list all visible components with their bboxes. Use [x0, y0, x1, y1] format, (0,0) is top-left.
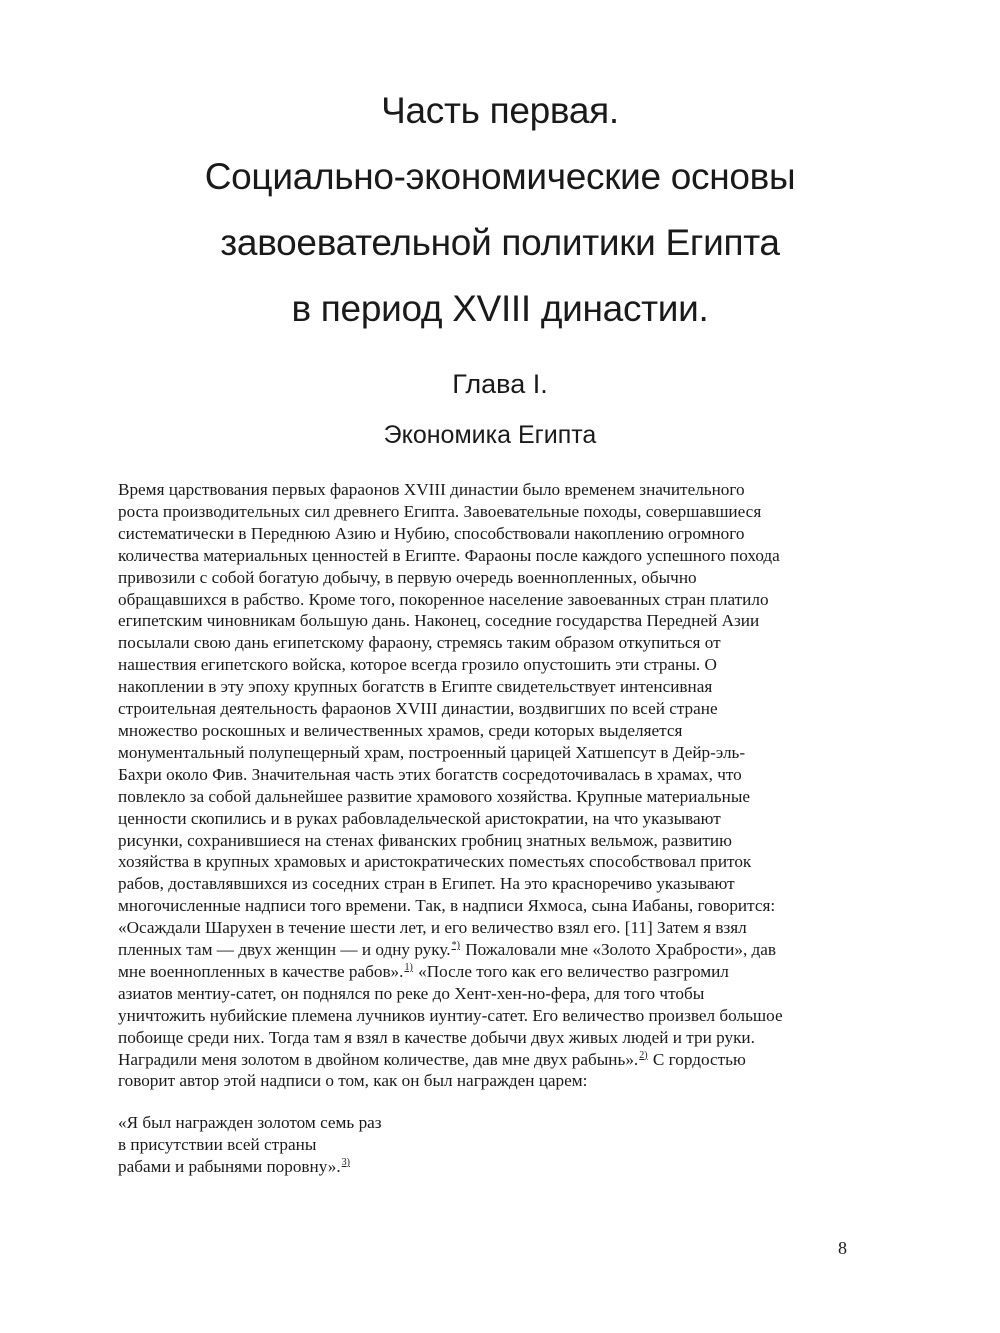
- footnote-ref[interactable]: 3): [341, 1157, 351, 1168]
- text-segment: Пожаловали мне «Золото Храбрости», дав: [460, 940, 777, 960]
- text-line: посылали свою дань египетскому фараону, стремясь таким образом откупиться от: [118, 633, 721, 653]
- part-title-line: Часть первая.: [381, 90, 619, 131]
- text-line: [118, 961, 878, 983]
- text-line: египетским чиновникам большую дань. Наконец, соседние государства Передней Азии: [118, 611, 760, 631]
- text-segment: пленных там — двух женщин — и одну руку.: [118, 940, 451, 960]
- text-line: роста производительных сил древнего Египта. Завоевательные походы, совершавшиеся: [118, 501, 762, 521]
- text-line: многочисленные надписи того времени. Так, в надписи Яхмоса, сына Иабаны, говорится:: [118, 896, 776, 916]
- text-line: хозяйства в крупных храмовых и аристократических поместьях способствовал приток: [118, 852, 752, 872]
- footnote-ref[interactable]: *): [451, 940, 460, 952]
- text-line: говорит автор этой надписи о том, как он был награжден царем:: [118, 1071, 588, 1091]
- poem-line: «Я был награжден золотом семь раз: [118, 1113, 382, 1132]
- text-segment: мне военнопленных в качестве рабов».: [118, 961, 404, 981]
- poem-line: в присутствии всей страны: [118, 1135, 317, 1154]
- text-line: строительная деятельность фараонов XVIII династии, воздвигших по всей стране: [118, 699, 718, 719]
- part-title: [0, 78, 1000, 342]
- text-line: «Осаждали Шарухен в течение шести лет, и его величество взял его. [11] Затем я взял: [118, 918, 747, 938]
- text-line: [118, 1049, 878, 1071]
- text-line: нашествия египетского войска, которое всегда грозило опустошить эти страны. О: [118, 655, 717, 675]
- footnote-ref[interactable]: 2): [639, 1049, 648, 1061]
- chapter-title: Экономика Египта: [383, 421, 597, 449]
- footnote-ref[interactable]: 1): [404, 961, 413, 973]
- poem-quote: [118, 1112, 382, 1178]
- text-line: множество роскошных и величественных храмов, среди которых выделяется: [118, 720, 683, 740]
- text-line: Время царствования первых фараонов XVIII династии было временем значительного: [118, 480, 745, 499]
- text-line: монументальный полупещерный храм, построенный царицей Хатшепсут в Дейр-эль-: [118, 742, 746, 762]
- text-line: азиатов ментиу-сатет, он поднялся по реке до Хент-хен-но-фера, для того чтобы: [118, 983, 705, 1003]
- text-line: [118, 939, 878, 961]
- chapter-number: Глава I.: [452, 369, 548, 399]
- text-line: рабов, доставлявшихся из соседних стран в Египет. На это красноречиво указывают: [118, 874, 735, 894]
- text-line: рисунки, сохранившиеся на стенах фиванских гробниц знатных вельмож, развитию: [118, 830, 732, 850]
- text-line: побоище среди них. Тогда там я взял в качестве добычи двух живых людей и три руки.: [118, 1027, 755, 1047]
- text-segment: Наградили меня золотом в двойном количестве, дав мне двух рабынь».: [118, 1049, 639, 1069]
- body-paragraph: [118, 479, 878, 1092]
- part-title-line: Социально-экономические основы: [204, 156, 796, 197]
- text-segment: С гордостью: [648, 1049, 746, 1069]
- text-segment: «После того как его величество разгромил: [413, 961, 729, 981]
- text-segment: рабами и рабынями поровну».: [118, 1157, 341, 1176]
- poem-line: [118, 1156, 382, 1178]
- text-line: Бахри около Фив. Значительная часть этих богатств сосредоточивалась в храмах, что: [118, 764, 742, 784]
- text-line: количества материальных ценностей в Египте. Фараоны после каждого успешного похода: [118, 545, 780, 565]
- part-title-line: завоевательной политики Египта: [220, 222, 780, 263]
- text-line: систематически в Переднюю Азию и Нубию, способствовали накоплению огромного: [118, 523, 745, 543]
- page-number: 8: [838, 1238, 847, 1258]
- text-line: повлекло за собой дальнейшее развитие храмового хозяйства. Крупные материальные: [118, 786, 750, 806]
- text-line: накоплении в эту эпоху крупных богатств в Египте свидетельствует интенсивная: [118, 677, 713, 697]
- part-title-line: в период XVIII династии.: [291, 288, 709, 329]
- text-line: привозили с собой богатую добычу, в первую очередь военнопленных, обычно: [118, 567, 697, 587]
- text-line: уничтожить нубийские племена лучников иунтиу-сатет. Его величество произвел большое: [118, 1005, 783, 1025]
- text-line: ценности скопились и в руках рабовладельческой аристократии, на что указывают: [118, 808, 721, 828]
- text-line: обращавшихся в рабство. Кроме того, покоренное население завоеванных стран платило: [118, 589, 769, 609]
